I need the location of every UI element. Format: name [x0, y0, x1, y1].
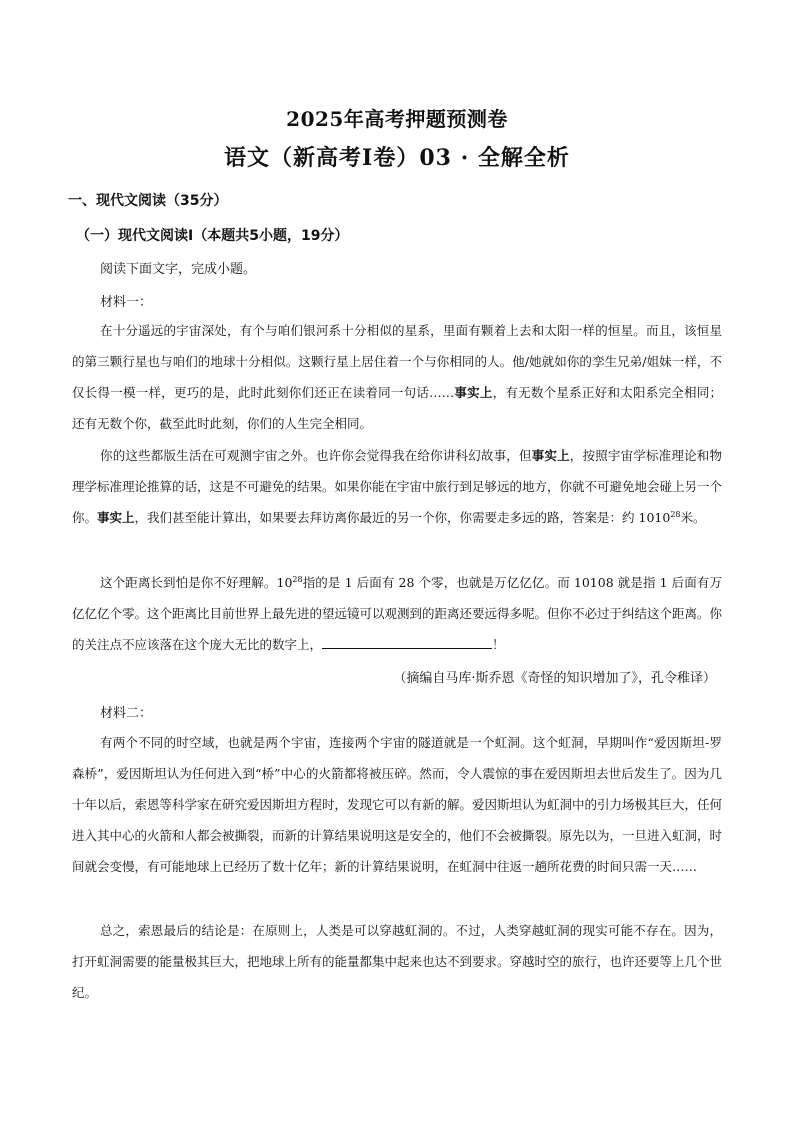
exponent: 28 — [670, 509, 681, 519]
emphasis-text: 事实上 — [531, 448, 570, 463]
text-span: 米。 — [680, 510, 706, 525]
answer-blank — [322, 636, 492, 649]
exam-title: 2025年高考押题预测卷 — [286, 107, 508, 131]
material1-paragraph-1 — [72, 315, 722, 439]
material2-label: 材料二： — [100, 706, 153, 721]
material1-paragraph-2 — [72, 440, 722, 533]
section-heading: 一、现代文阅读（35分） — [68, 193, 228, 209]
text-span: ，我们甚至能计算出，如果要去拜访离你最近的另一个你，你需要走多远的路，答案是：约 1010 — [134, 510, 671, 525]
material2-paragraph-2: 总之，索恩最后的结论是：在原则上，人类是可以穿越虹洞的。不过，人类穿越虹洞的现实可能不存在。因为，打开虹洞需要的能量极其巨大，把地球上所有的能量都集中起来也达不到要求。穿越时空的旅行，也许还要等上几个世纪。 — [72, 923, 723, 1000]
text-span: 你的这些都版生活在可观测宇宙之外。也许你会觉得我在给你讲科幻故事，但 — [100, 448, 532, 463]
material2-paragraph-1: 有两个不同的时空域，也就是两个宇宙，连接两个宇宙的隧道就是一个虹洞。这个虹洞，早期叫作“爱因斯坦-罗森桥”，爱因斯坦认为任何进入到“桥”中心的火箭都将被压碎。然而，令人震惊的事在爱因斯坦去世后发生了。因为几十年以后，索恩等科学家在研究爱因斯坦方程时，发现它可以有新的解。爱因斯坦认为虹洞中的引力场极其巨大，任何进入其中心的火箭和人都会被撕裂，而新的计算结果说明这是安全的，他们不会被撕裂。原先以为，一旦进入虹洞，时间就会变慢，有可能地球上已经历了数十亿年；新的计算结果说明，在虹洞中往返一趟所花费的时间只需一天…… — [72, 735, 723, 874]
exam-subtitle: 语文（新高考Ⅰ卷）03 · 全解全析 — [224, 145, 570, 171]
exponent: 28 — [292, 574, 303, 584]
material1-paragraph-3 — [72, 567, 722, 660]
subsection-heading: （一）现代文阅读Ⅰ（本题共5小题，19分） — [76, 228, 349, 244]
material1-label: 材料一： — [100, 295, 153, 310]
text-span: 在十分遥远的宇宙深处，有个与咱们银河系十分相似的星系，里面有颗着上去和太阳一样的恒星。而且，该恒星的第三颗行星也与咱们的地球十分相似。这颗行星上居住着一个与你相同的人。他/她就如你的孪生兄弟/姐妹一样，不仅长得一模一样，更巧的是，此时此刻你们还正在读着同一句话…… — [72, 323, 722, 400]
text-span: ，按照宇宙学标准理论和物理学标准理论推算的话，这是不可避免的结果。如果你能在宇宙中旅行到足够远的地方，你就不可避免地会碰上另一个你。 — [72, 448, 723, 525]
text-span: ！ — [492, 637, 505, 652]
source-citation: （摘编自马库·斯乔恩《奇怪的知识增加了》，孔令稚译） — [393, 671, 716, 686]
text-span: 这个距离长到怕是你不好理解。10 — [100, 575, 293, 590]
emphasis-text: 事实上 — [97, 510, 135, 525]
emphasis-text: 事实上 — [454, 385, 493, 400]
reading-instruction: 阅读下面文字，完成小题。 — [100, 262, 257, 277]
text-span: ，有无数个星系正好和太阳系完全相同；还有无数个你，截至此时此刻，你们的人生完全相同。 — [72, 385, 722, 431]
text-span: 指的是 1 后面有 28 个零，也就是万亿亿亿。而 10108 就是指 1 后面有万亿亿亿个零。这个距离比目前世界上最先进的望远镜可以观测到的距离还要远得多呢。但你不必过于纠结这个距离。你的关注点不应该落在这个庞大无比的数字上， — [72, 575, 723, 652]
